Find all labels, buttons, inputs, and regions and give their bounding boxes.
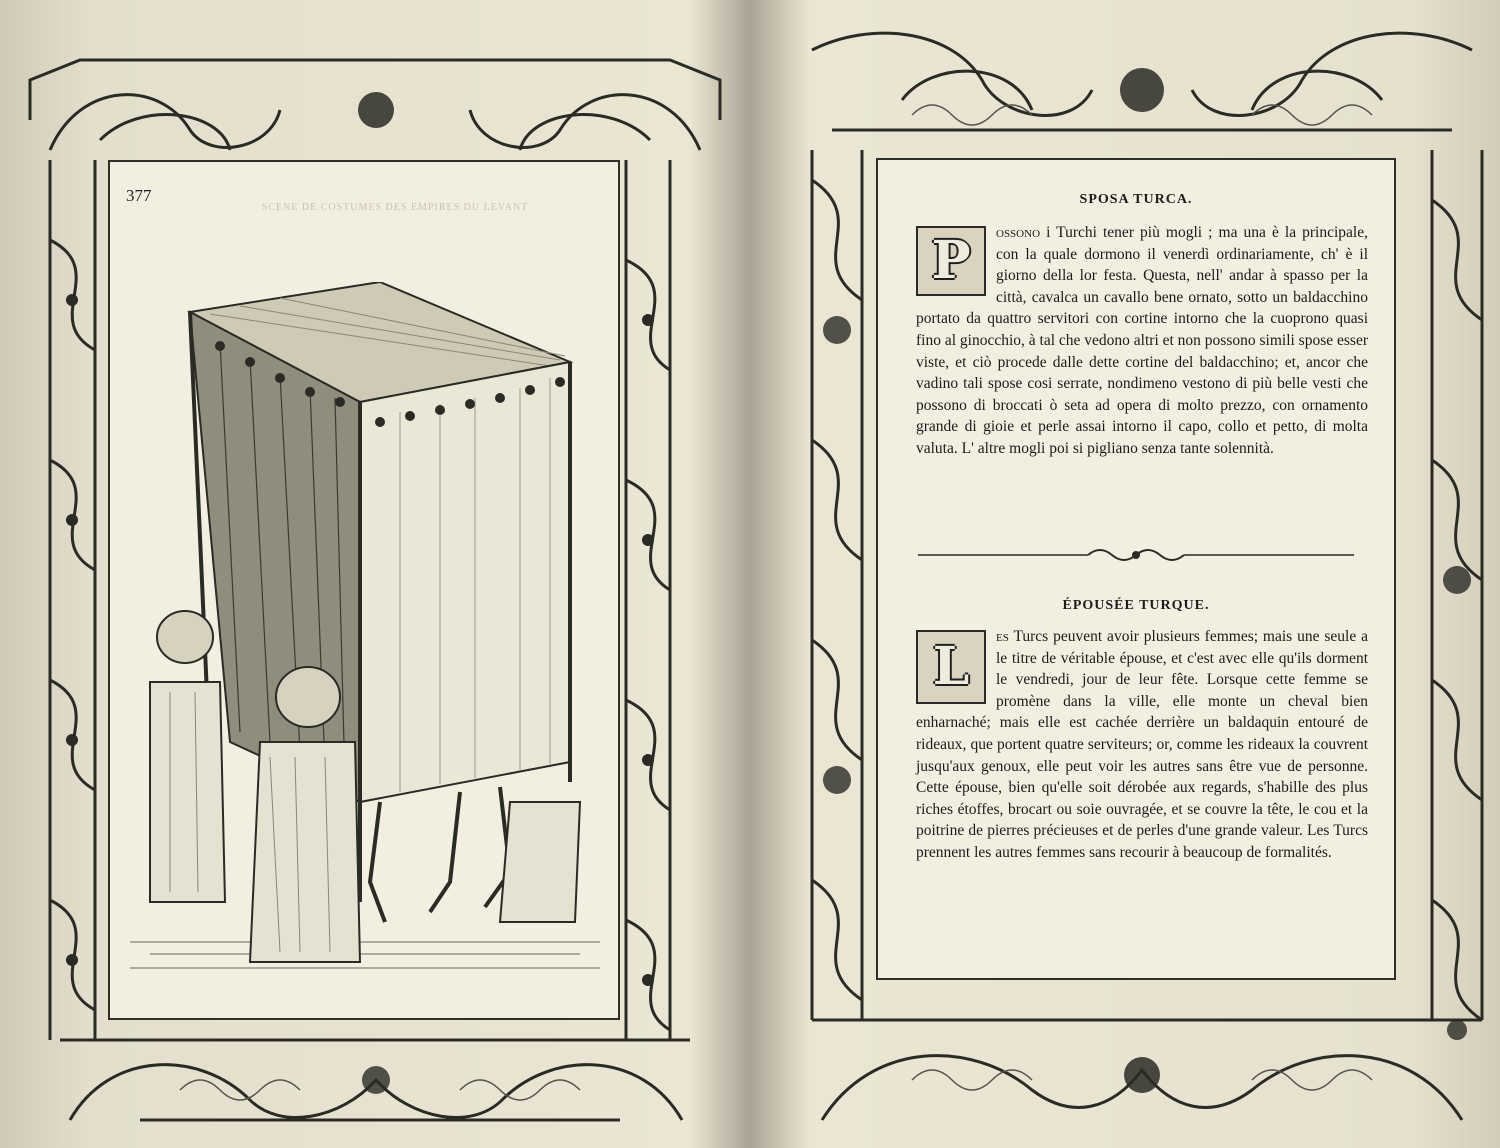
text-panel xyxy=(876,158,1396,980)
show-through-header: SCENE DE COSTUMES DES EMPIRES DU LEVANT xyxy=(261,202,529,213)
italian-drop-cap xyxy=(916,226,986,296)
french-drop-cap xyxy=(916,630,986,704)
page-number: 377 xyxy=(126,186,152,205)
french-paragraph xyxy=(916,626,1368,864)
left-page xyxy=(0,0,748,1148)
french-body-text: Turcs peuvent avoir plusieurs femmes; mais une seule a le titre de véritable épouse, et c'est avec elle qu'ils dorment le vendredi, jour de leur fête. Lorsque cette femme se promène dans la ville, elle monte un cheval bien enharnaché; mais elle est cachée derrière un baldaquin entouré de rideaux, que portent quatre serviteurs; or, comme les rideaux la couvrent jusqu'aux genoux, elle peut voir les autres sans être vue de personne. Cette épouse, bien qu'elle soit dérobée aux regards, s'habille des plus riches étoffes, brocart ou soie ouvragée, et se couvre la tête, le cou et la poitrine de pierres précieuses et de perles d'une grande valeur. Les Turcs prennent les autres femmes sans recourir à beaucoup de formalités. xyxy=(916,628,1368,861)
italian-drop-cap-letter: P xyxy=(931,230,971,291)
french-lead-word: es xyxy=(996,628,1009,645)
section-divider xyxy=(918,548,1354,562)
italian-paragraph xyxy=(916,222,1368,460)
engraving-turkish-bride-under-canopy xyxy=(130,282,600,982)
right-page xyxy=(752,0,1500,1148)
french-title: ÉPOUSÉE TURQUE. xyxy=(1062,598,1210,613)
french-drop-cap-letter: L xyxy=(932,636,970,697)
italian-title: SPOSA TURCA. xyxy=(1079,192,1193,207)
italian-body-text: i Turchi tener più mogli ; ma una è la principale, con la quale dormono il venerdì ordinariamente, ch' è il giorno della lor festa. Questa, nell' andar à spasso per la città, cavalca un cavallo bene ornato, sotto un baldacchino portato da quattro servitori con cortine intorno che la cuoprono quasi fino al ginocchio, à tal che vedono altri et non possono simili spose esser viste, et ciò procede dalle dette cortine del baldacchino; et, ancor che vadino tali spose cosi serrate, nondimeno vestono di più belle vesti che possono di broccati ò seta ad opera di molto prezzo, con ornamento grande di gioie et perle assai intorno il capo, collo et petto, di molta valuta. L' altre mogli poi si pigliano senza tante solennità. xyxy=(916,224,1368,457)
italian-lead-word: ossono xyxy=(996,224,1041,241)
illustration-plate xyxy=(108,160,620,1020)
